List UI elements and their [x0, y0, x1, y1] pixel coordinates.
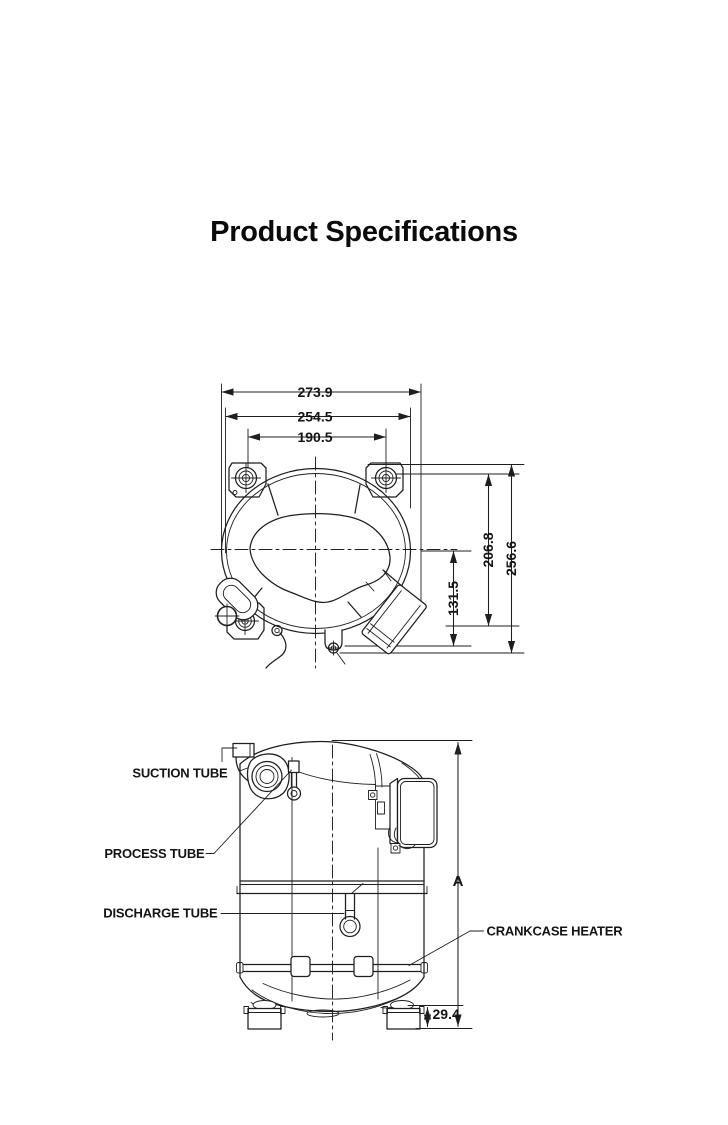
label-suction-tube: SUCTION TUBE	[132, 765, 228, 781]
dim-foot-height: 29.4	[432, 1006, 460, 1022]
side-view-labels	[103, 766, 623, 939]
shell-dome-contour	[250, 514, 390, 603]
bottom-tube-mount	[325, 630, 345, 664]
page-title: Product Specifications	[210, 216, 518, 248]
top-view-extension-lines	[222, 384, 525, 653]
dim-overall-depth: 256.6	[503, 540, 519, 577]
top-view-depth-dimensions	[445, 465, 520, 654]
terminal-box	[369, 779, 438, 854]
mounting-foot-top-left	[229, 463, 266, 497]
top-view-width-dimensions	[222, 384, 422, 445]
discharge-tube	[340, 884, 363, 937]
suction-stub-top-view	[211, 573, 263, 628]
label-crankcase-heater: CRANKCASE HEATER	[486, 923, 623, 939]
dim-mid-depth: 206.8	[480, 532, 496, 568]
dim-center-to-bolt-depth: 131.5	[445, 580, 461, 617]
dim-bolt-spacing-width: 190.5	[297, 429, 333, 445]
dim-overall-height: A	[452, 873, 464, 890]
small-tube-bolt	[266, 626, 286, 669]
dim-overall-width: 273.9	[297, 384, 333, 400]
weld-band	[237, 881, 427, 894]
crankcase-heater-band	[237, 957, 428, 977]
label-discharge-tube: DISCHARGE TUBE	[103, 905, 218, 921]
label-process-tube: PROCESS TUBE	[104, 846, 205, 861]
shell-spokes	[247, 484, 403, 617]
dim-shell-width: 254.5	[297, 408, 333, 425]
side-view-drawing	[103, 741, 623, 1041]
mounting-foot-top-right	[366, 463, 403, 497]
top-view-drawing	[211, 384, 524, 668]
foot-right	[383, 1001, 424, 1030]
